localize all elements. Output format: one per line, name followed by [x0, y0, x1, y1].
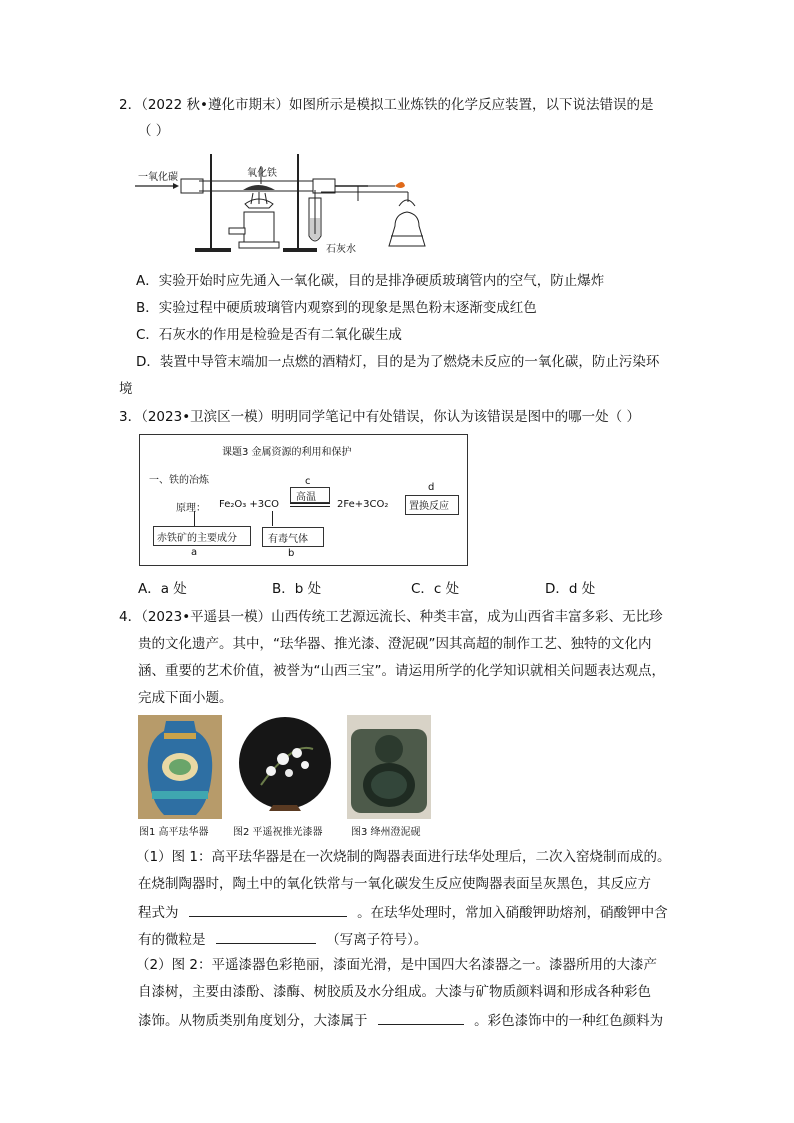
note-letter-b: b — [288, 548, 295, 559]
label-fe2o3: 氧化铁 — [247, 168, 277, 179]
q2-option-c: C．石灰水的作用是检验是否有二氧化碳生成 — [136, 327, 402, 343]
q4-sub1-line2: 在烧制陶器时，陶土中的氧化铁常与一氧化碳发生反应使陶器表面呈灰黑色，其反应方 — [138, 876, 651, 892]
note-products: 2Fe+3CO₂ — [337, 499, 389, 510]
q2-option-d-cont: 境 — [119, 381, 133, 397]
label-limewater: 石灰水 — [326, 244, 356, 255]
lacquerware-plate-image — [231, 715, 339, 819]
right-alcohol-lamp — [389, 212, 425, 246]
note-letter-c: c — [305, 476, 311, 487]
q4-sub2-line1: （2）图 2：平遥漆器色彩艳丽，漆面光滑，是中国四大名漆器之一。漆器所用的大漆产 — [136, 957, 657, 973]
q4-stem-line3: 涵、重要的艺术价值，被誉为“山西三宝”。请运用所学的化学知识就相关问题表达观点， — [138, 663, 665, 679]
note-title: 课题3 金属资源的利用和保护 — [222, 447, 352, 458]
caption-fig3: 图3 绛州澄泥砚 — [351, 827, 421, 838]
q4-sub1-line3 — [138, 902, 668, 922]
q4-sub1-line1: （1）图 1：高平珐华器是在一次烧制的陶器表面进行珐华处理后，二次入窑烧制而成的。 — [136, 849, 671, 865]
q3-option-a: A．a 处 — [138, 581, 187, 597]
q3-option-d: D．d 处 — [545, 581, 596, 597]
q2-option-a: A．实验开始时应先通入一氧化碳，目的是排净硬质玻璃管内的空气，防止爆炸 — [136, 273, 605, 289]
note-box-a: 赤铁矿的主要成分 — [157, 533, 237, 544]
q3-option-b: B．b 处 — [272, 581, 322, 597]
q2-answer-paren: （ ） — [138, 123, 170, 139]
q4-sub1-line4 — [138, 929, 427, 949]
lacquer-class-answer-blank[interactable] — [378, 1010, 464, 1025]
iron-smelting-apparatus-figure — [133, 146, 453, 256]
chengni-inkstone-image — [347, 715, 431, 819]
q4-sub2-line3 — [138, 1010, 663, 1030]
q4-sub1-line3-text: 程式为 — [138, 905, 179, 921]
equation-answer-blank[interactable] — [189, 902, 347, 917]
note-section: 一、铁的冶炼 — [149, 475, 209, 486]
right-stopper — [313, 179, 335, 193]
q3-option-c: C．c 处 — [411, 581, 460, 597]
q4-stem-line2: 贵的文化遗产。其中，“珐华器、推光漆、澄泥砚”因其高超的制作工艺、独特的文化内 — [138, 636, 652, 652]
q4-sub2-line3-text: 漆饰。从物质类别角度划分，大漆属于 — [138, 1013, 368, 1029]
q2-option-b: B．实验过程中硬质玻璃管内观察到的现象是黑色粉末逐渐变成红色 — [136, 300, 537, 316]
label-co: 一氧化碳 — [138, 172, 178, 183]
note-letter-a: a — [191, 547, 198, 558]
note-box-b: 有毒气体 — [268, 534, 308, 545]
fahua-vase-image — [138, 715, 222, 819]
q2-option-d: D．装置中导管末端加一点燃的酒精灯，目的是为了燃烧未反应的一氧化碳，防止污染环 — [136, 354, 660, 370]
q3-stem: 3．（2023•卫滨区一模）明明同学笔记中有处错误，你认为该错误是图中的哪一处（ ） — [119, 409, 640, 425]
note-box-d: 置换反应 — [409, 501, 449, 512]
caption-fig2: 图2 平遥祝推光漆器 — [233, 827, 323, 838]
q4-sub2-line3-tail: 。彩色漆饰中的一种红色颜料为 — [474, 1013, 664, 1029]
q4-stem-line1: 4．（2023•平遥县一模）山西传统工艺源远流长、种类丰富，成为山西省丰富多彩、无比珍 — [119, 609, 663, 625]
outlet-flame — [395, 182, 405, 188]
note-condition: 高温 — [296, 492, 316, 503]
q4-sub1-line3-tail: 。在珐华处理时，常加入硝酸钾助熔剂，硝酸钾中含 — [357, 905, 668, 921]
note-letter-d: d — [428, 482, 435, 493]
q4-sub2-line2: 自漆树，主要由漆酚、漆酶、树胶质及水分组成。大漆与矿物质颜料调和形成各种彩色 — [138, 984, 651, 1000]
q4-stem-line4: 完成下面小题。 — [138, 690, 233, 706]
ion-answer-blank[interactable] — [216, 929, 316, 944]
q2-stem: 2．（2022 秋•遵化市期末）如图所示是模拟工业炼铁的化学反应装置，以下说法错误的是 — [119, 97, 654, 113]
note-reactants: Fe₂O₃ +3CO — [219, 499, 280, 510]
caption-fig1: 图1 高平珐华器 — [139, 827, 209, 838]
q4-sub1-line4-text: 有的微粒是 — [138, 932, 206, 948]
alcohol-burner — [244, 212, 274, 242]
q4-sub1-line4-tail: （写离子符号）。 — [326, 932, 428, 948]
note-principle-label: 原理： — [176, 503, 206, 514]
